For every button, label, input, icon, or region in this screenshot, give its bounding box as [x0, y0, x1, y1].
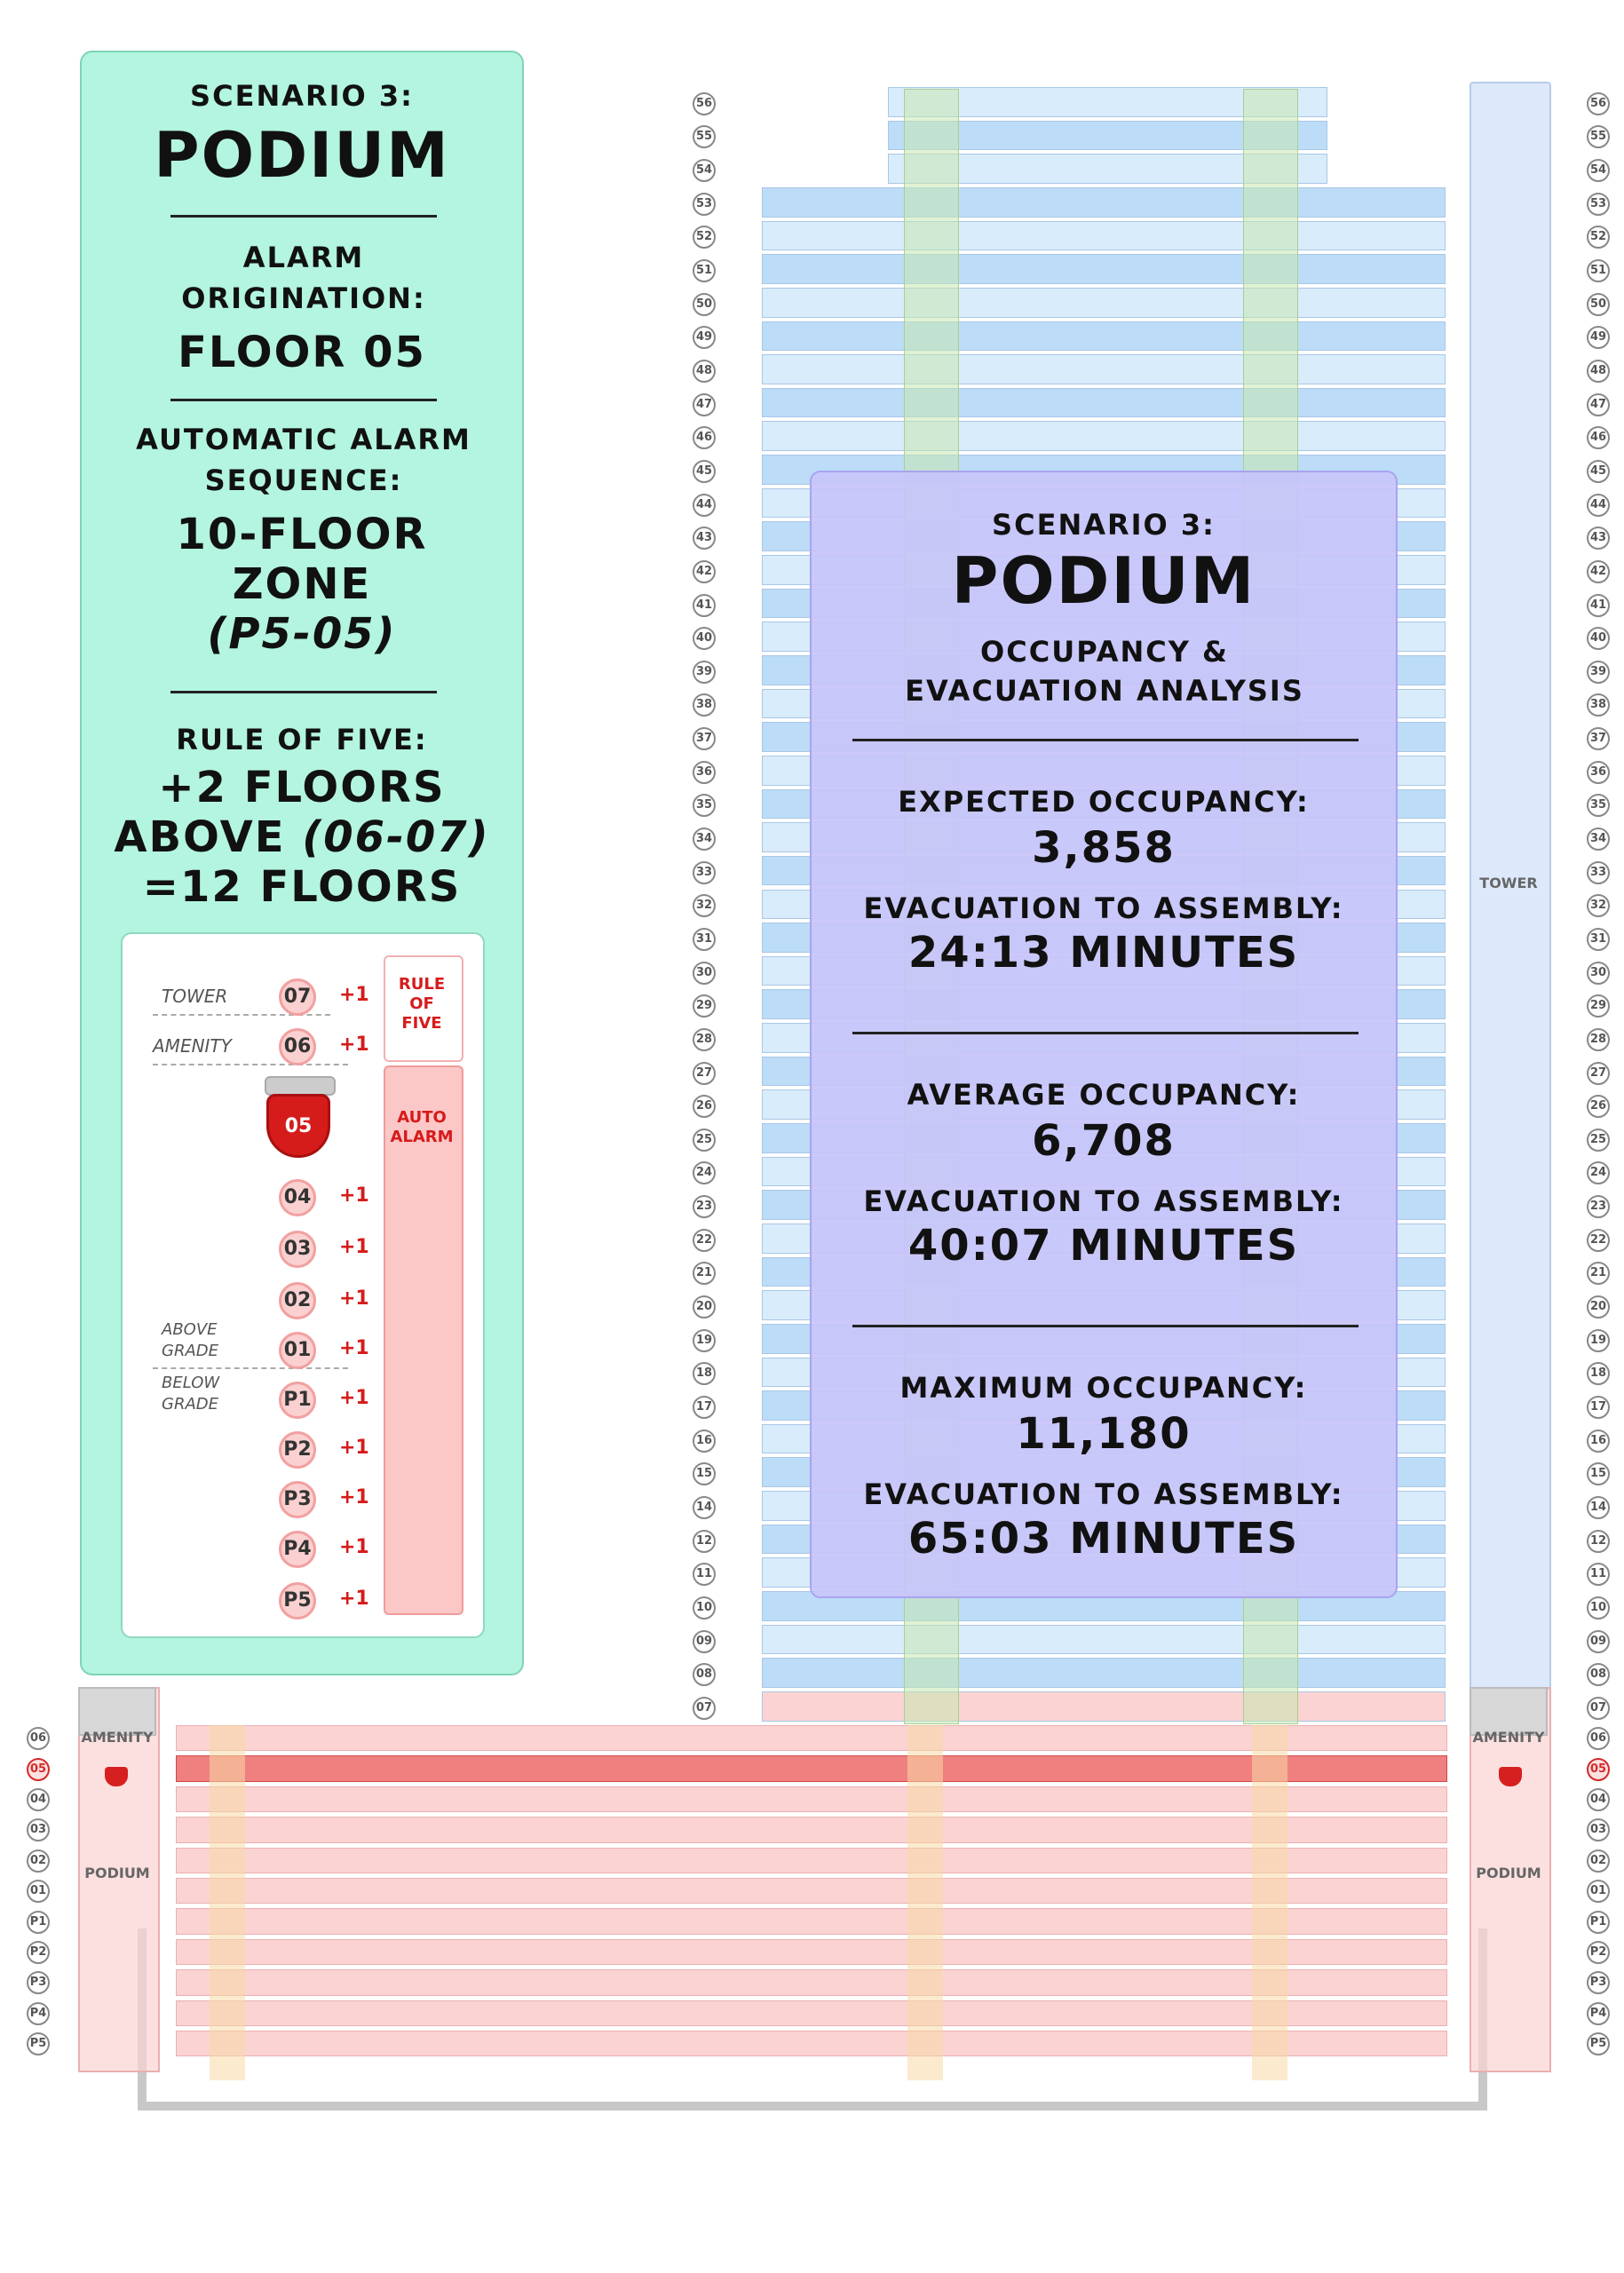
floor-number-badge: P5 — [1587, 2032, 1610, 2055]
amenity-label: AMENITY — [153, 1035, 232, 1057]
floor-number-badge: 04 — [27, 1788, 50, 1811]
floor-number-badge: P2 — [1587, 1941, 1610, 1964]
scenario-title: PODIUM — [951, 543, 1256, 618]
average-occupancy-value: 6,708 — [1032, 1116, 1176, 1166]
alarm-bell-icon — [1499, 1767, 1522, 1786]
floor-number-badge: 31 — [693, 928, 716, 951]
tower-floor-plate — [762, 354, 1446, 384]
floor-number-badge: 40 — [693, 627, 716, 650]
floor-number-badge: 29 — [1587, 994, 1610, 1018]
tower-floor-plate — [762, 321, 1446, 352]
alarm-origination-label: ALARM ORIGINATION: — [181, 241, 426, 315]
floor-number-badge: 14 — [693, 1496, 716, 1519]
floor-number-badge: 51 — [693, 259, 716, 282]
floor-number-badge: P3 — [1587, 1971, 1610, 1994]
amenity-label-left: AMENITY — [81, 1729, 154, 1746]
floor-number-badge: 51 — [1587, 259, 1610, 282]
floor-number-badge: 46 — [1587, 426, 1610, 449]
divider — [170, 215, 437, 218]
floor-number-badge: 26 — [1587, 1095, 1610, 1118]
floor-number-badge: 55 — [693, 125, 716, 148]
tower-floor-plate — [762, 221, 1446, 251]
floor-number-badge: 05 — [27, 1758, 50, 1781]
alarm-bell-icon — [105, 1767, 128, 1786]
inset-floor-badge: P2 — [279, 1431, 316, 1469]
floor-number-badge: 33 — [1587, 861, 1610, 884]
floor-number-badge: 19 — [693, 1329, 716, 1352]
tower-floor-plate — [762, 1691, 1446, 1722]
inset-floor-badge: P4 — [279, 1531, 316, 1568]
inset-floor-increment: +1 — [339, 1236, 369, 1258]
floor-number-badge: 01 — [1587, 1880, 1610, 1903]
floor-number-badge: 52 — [1587, 226, 1610, 249]
inset-floor-badge: P1 — [279, 1382, 316, 1419]
floor-number-badge: 48 — [693, 360, 716, 383]
floor-number-badge: 06 — [1587, 1727, 1610, 1750]
above-grade-label: ABOVE GRADE — [162, 1320, 219, 1360]
floor-number-badge: 07 — [1587, 1697, 1610, 1720]
floor-number-badge: 33 — [693, 861, 716, 884]
floor-number-badge: 43 — [693, 527, 716, 550]
floor-number-badge: 54 — [1587, 159, 1610, 182]
inset-floor-increment: +1 — [339, 1486, 369, 1509]
floor-number-badge: 16 — [1587, 1430, 1610, 1453]
dashed-divider — [153, 1064, 348, 1065]
scenario-title: PODIUM — [154, 119, 450, 192]
floor-number-badge: 38 — [693, 693, 716, 717]
floor-number-badge: 42 — [693, 560, 716, 583]
floor-number-badge: 23 — [1587, 1195, 1610, 1218]
occupancy-analysis-card — [810, 471, 1398, 1598]
divider — [170, 399, 437, 401]
rule-of-five-label: RULE OF FIVE: — [176, 723, 428, 756]
floor-number-badge: 52 — [693, 226, 716, 249]
inset-floor-increment: +1 — [339, 1337, 369, 1359]
average-evac-value: 40:07 MINUTES — [907, 1221, 1300, 1271]
sequence-line3: (P5-05) — [207, 609, 397, 659]
floor-number-badge: 17 — [1587, 1396, 1610, 1419]
amenity-label-right: AMENITY — [1472, 1729, 1545, 1746]
floor-number-badge: 50 — [693, 293, 716, 316]
floor-number-badge: 28 — [1587, 1028, 1610, 1051]
floor-number-badge: 27 — [1587, 1062, 1610, 1085]
tower-floor-plate — [762, 288, 1446, 318]
sequence-line2: ZONE — [232, 559, 372, 609]
floor-number-badge: 34 — [693, 828, 716, 851]
floor-number-badge: P5 — [27, 2032, 50, 2055]
floor-number-badge: 21 — [693, 1262, 716, 1285]
floor-number-badge: P2 — [27, 1941, 50, 1964]
floor-number-badge: 54 — [693, 159, 716, 182]
divider — [852, 1325, 1359, 1327]
floor-number-badge: 23 — [693, 1195, 716, 1218]
floor-number-badge: 08 — [1587, 1663, 1610, 1686]
floor-number-badge: 36 — [693, 761, 716, 784]
floor-number-badge: 45 — [693, 460, 716, 483]
rule-of-five-label: RULE OF FIVE — [398, 975, 446, 1033]
floor-number-badge: 24 — [1587, 1161, 1610, 1184]
floor-number-badge: 43 — [1587, 527, 1610, 550]
floor-number-badge: 22 — [1587, 1229, 1610, 1252]
floor-number-badge: 18 — [1587, 1362, 1610, 1385]
floor-number-badge: 19 — [1587, 1329, 1610, 1352]
floor-number-badge: 44 — [693, 494, 716, 517]
floor-number-badge: 41 — [1587, 594, 1610, 617]
floor-number-badge: 02 — [27, 1849, 50, 1873]
floor-number-badge: 11 — [1587, 1563, 1610, 1586]
tower-floor-plate — [762, 1625, 1446, 1655]
floor-number-badge: 32 — [1587, 894, 1610, 917]
scenario-label: SCENARIO 3: — [992, 508, 1216, 542]
maximum-occupancy-label: MAXIMUM OCCUPANCY: — [899, 1371, 1308, 1405]
expected-occupancy-label: EXPECTED OCCUPANCY: — [898, 785, 1310, 819]
inset-floor-badge: P3 — [279, 1481, 316, 1518]
floor-number-badge: 22 — [693, 1229, 716, 1252]
floor-number-badge: 40 — [1587, 627, 1610, 650]
floor-number-badge: 47 — [1587, 393, 1610, 416]
foundation-outline — [138, 1928, 1487, 2111]
rule-line2-prefix: ABOVE — [114, 812, 303, 862]
floor-number-badge: 30 — [693, 962, 716, 985]
inset-floor-increment: +1 — [339, 1588, 369, 1610]
floor-number-badge: 03 — [1587, 1818, 1610, 1841]
alarm-origination-value: FLOOR 05 — [178, 328, 426, 377]
maximum-occupancy-value: 11,180 — [1016, 1409, 1192, 1459]
floor-number-badge: 42 — [1587, 560, 1610, 583]
rule-line2 — [82, 812, 522, 862]
floor-number-badge: 37 — [693, 727, 716, 750]
floor-number-badge: P3 — [27, 1971, 50, 1994]
expected-occupancy-value: 3,858 — [1032, 823, 1176, 873]
floor-number-badge: 28 — [693, 1028, 716, 1051]
inset-floor-badge: 06 — [279, 1028, 316, 1065]
podium-label-right: PODIUM — [1476, 1865, 1541, 1881]
floor-number-badge: 12 — [1587, 1530, 1610, 1553]
inset-floor-increment: +1 — [339, 1034, 369, 1056]
divider — [170, 691, 437, 693]
rule-line3: =12 FLOORS — [142, 862, 462, 912]
floor-number-badge: 15 — [693, 1462, 716, 1485]
floor-number-badge: 01 — [27, 1880, 50, 1903]
inset-floor-increment: +1 — [339, 1184, 369, 1207]
floor-number-badge: 53 — [693, 193, 716, 216]
floor-number-badge: 45 — [1587, 460, 1610, 483]
alarm-sequence-diagram — [121, 932, 485, 1638]
floor-number-badge: 36 — [1587, 761, 1610, 784]
rule-line2-range: (06-07) — [302, 812, 490, 862]
floor-number-badge: 29 — [693, 994, 716, 1018]
floor-number-badge: 16 — [693, 1430, 716, 1453]
floor-number-badge: 49 — [1587, 326, 1610, 349]
floor-number-badge: 44 — [1587, 494, 1610, 517]
floor-number-badge: 31 — [1587, 928, 1610, 951]
below-grade-label: BELOW GRADE — [162, 1374, 220, 1414]
floor-number-badge: 46 — [693, 426, 716, 449]
inset-floor-badge: P5 — [279, 1582, 316, 1620]
floor-number-badge: 34 — [1587, 828, 1610, 851]
auto-alarm-label: AUTO ALARM — [390, 1108, 454, 1146]
maximum-evac-label: EVACUATION TO ASSEMBLY: — [863, 1477, 1344, 1511]
floor-number-badge: 04 — [1587, 1788, 1610, 1811]
floor-number-badge: 20 — [1587, 1295, 1610, 1319]
floor-number-badge: 56 — [693, 92, 716, 115]
expected-evac-value: 24:13 MINUTES — [907, 928, 1300, 978]
floor-number-badge: 10 — [693, 1596, 716, 1620]
floor-number-badge: 24 — [693, 1161, 716, 1184]
floor-number-badge: 30 — [1587, 962, 1610, 985]
floor-number-badge: 26 — [693, 1095, 716, 1118]
floor-number-badge: P1 — [27, 1911, 50, 1934]
divider — [852, 1032, 1359, 1034]
floor-number-badge: 17 — [693, 1396, 716, 1419]
floor-number-badge: 21 — [1587, 1262, 1610, 1285]
floor-number-badge: 32 — [693, 894, 716, 917]
average-evac-label: EVACUATION TO ASSEMBLY: — [863, 1184, 1344, 1218]
inset-floor-badge: 07 — [279, 978, 316, 1016]
inset-floor-increment: +1 — [339, 1536, 369, 1558]
floor-number-badge: 48 — [1587, 360, 1610, 383]
floor-number-badge: 49 — [693, 326, 716, 349]
dashed-divider — [153, 1367, 348, 1369]
inset-floor-badge: 04 — [279, 1179, 316, 1216]
floor-number-badge: P4 — [1587, 2002, 1610, 2025]
floor-number-badge: 25 — [693, 1129, 716, 1152]
tower-floor-plate — [762, 388, 1446, 418]
floor-number-badge: P1 — [1587, 1911, 1610, 1934]
floor-number-badge: 39 — [1587, 661, 1610, 684]
divider — [852, 739, 1359, 741]
inset-floor-badge: 02 — [279, 1282, 316, 1319]
rule-line1: +2 FLOORS — [158, 763, 446, 812]
floor-number-badge: 15 — [1587, 1462, 1610, 1485]
floor-number-badge: 08 — [693, 1663, 716, 1686]
inset-floor-badge: 01 — [279, 1332, 316, 1369]
inset-floor-increment: +1 — [339, 1287, 369, 1310]
floor-number-badge: 07 — [693, 1697, 716, 1720]
floor-number-badge: 03 — [27, 1818, 50, 1841]
tower-floor-plate — [762, 421, 1446, 451]
floor-number-badge: 53 — [1587, 193, 1610, 216]
alarm-floor-label: 05 — [284, 1115, 313, 1137]
floor-number-badge: 55 — [1587, 125, 1610, 148]
floor-number-badge: 41 — [693, 594, 716, 617]
floor-number-badge: 39 — [693, 661, 716, 684]
maximum-evac-value: 65:03 MINUTES — [907, 1514, 1300, 1564]
floor-number-badge: 11 — [693, 1563, 716, 1586]
tower-floor-plate — [762, 254, 1446, 284]
podium-label-left: PODIUM — [84, 1865, 150, 1881]
sequence-label: AUTOMATIC ALARM SEQUENCE: — [136, 423, 471, 497]
floor-number-badge: 09 — [1587, 1630, 1610, 1653]
floor-number-badge: 12 — [693, 1530, 716, 1553]
floor-number-badge: 10 — [1587, 1596, 1610, 1620]
floor-number-badge: 35 — [1587, 794, 1610, 817]
floor-number-badge: 06 — [27, 1727, 50, 1750]
floor-number-badge: 27 — [693, 1062, 716, 1085]
floor-number-badge: 09 — [693, 1630, 716, 1653]
floor-number-badge: 37 — [1587, 727, 1610, 750]
floor-number-badge: 38 — [1587, 693, 1610, 717]
floor-number-badge: 56 — [1587, 92, 1610, 115]
floor-number-badge: 35 — [693, 794, 716, 817]
floor-number-badge: 47 — [693, 393, 716, 416]
tower-floor-plate — [762, 1658, 1446, 1688]
expected-evac-label: EVACUATION TO ASSEMBLY: — [863, 891, 1344, 925]
floor-number-badge: 20 — [693, 1295, 716, 1319]
floor-number-badge: 14 — [1587, 1496, 1610, 1519]
tower-side-label: TOWER — [1479, 875, 1538, 891]
auto-alarm-bracket — [384, 1065, 463, 1615]
alarm-bell-icon — [265, 1076, 336, 1096]
tower-label: TOWER — [162, 986, 228, 1007]
floor-number-badge: 50 — [1587, 293, 1610, 316]
analysis-subtitle: OCCUPANCY & EVACUATION ANALYSIS — [905, 635, 1304, 708]
inset-floor-increment: +1 — [339, 984, 369, 1006]
average-occupancy-label: AVERAGE OCCUPANCY: — [907, 1078, 1301, 1112]
sequence-line1: 10-FLOOR — [176, 510, 428, 559]
floor-number-badge: 18 — [693, 1362, 716, 1385]
floor-number-badge: 25 — [1587, 1129, 1610, 1152]
inset-floor-badge: 03 — [279, 1231, 316, 1268]
tower-floor-plate — [762, 187, 1446, 218]
inset-floor-increment: +1 — [339, 1437, 369, 1459]
inset-floor-increment: +1 — [339, 1387, 369, 1409]
floor-number-badge: P4 — [27, 2002, 50, 2025]
floor-number-badge: 02 — [1587, 1849, 1610, 1873]
scenario-label: SCENARIO 3: — [190, 79, 414, 113]
floor-number-badge: 05 — [1587, 1758, 1610, 1781]
